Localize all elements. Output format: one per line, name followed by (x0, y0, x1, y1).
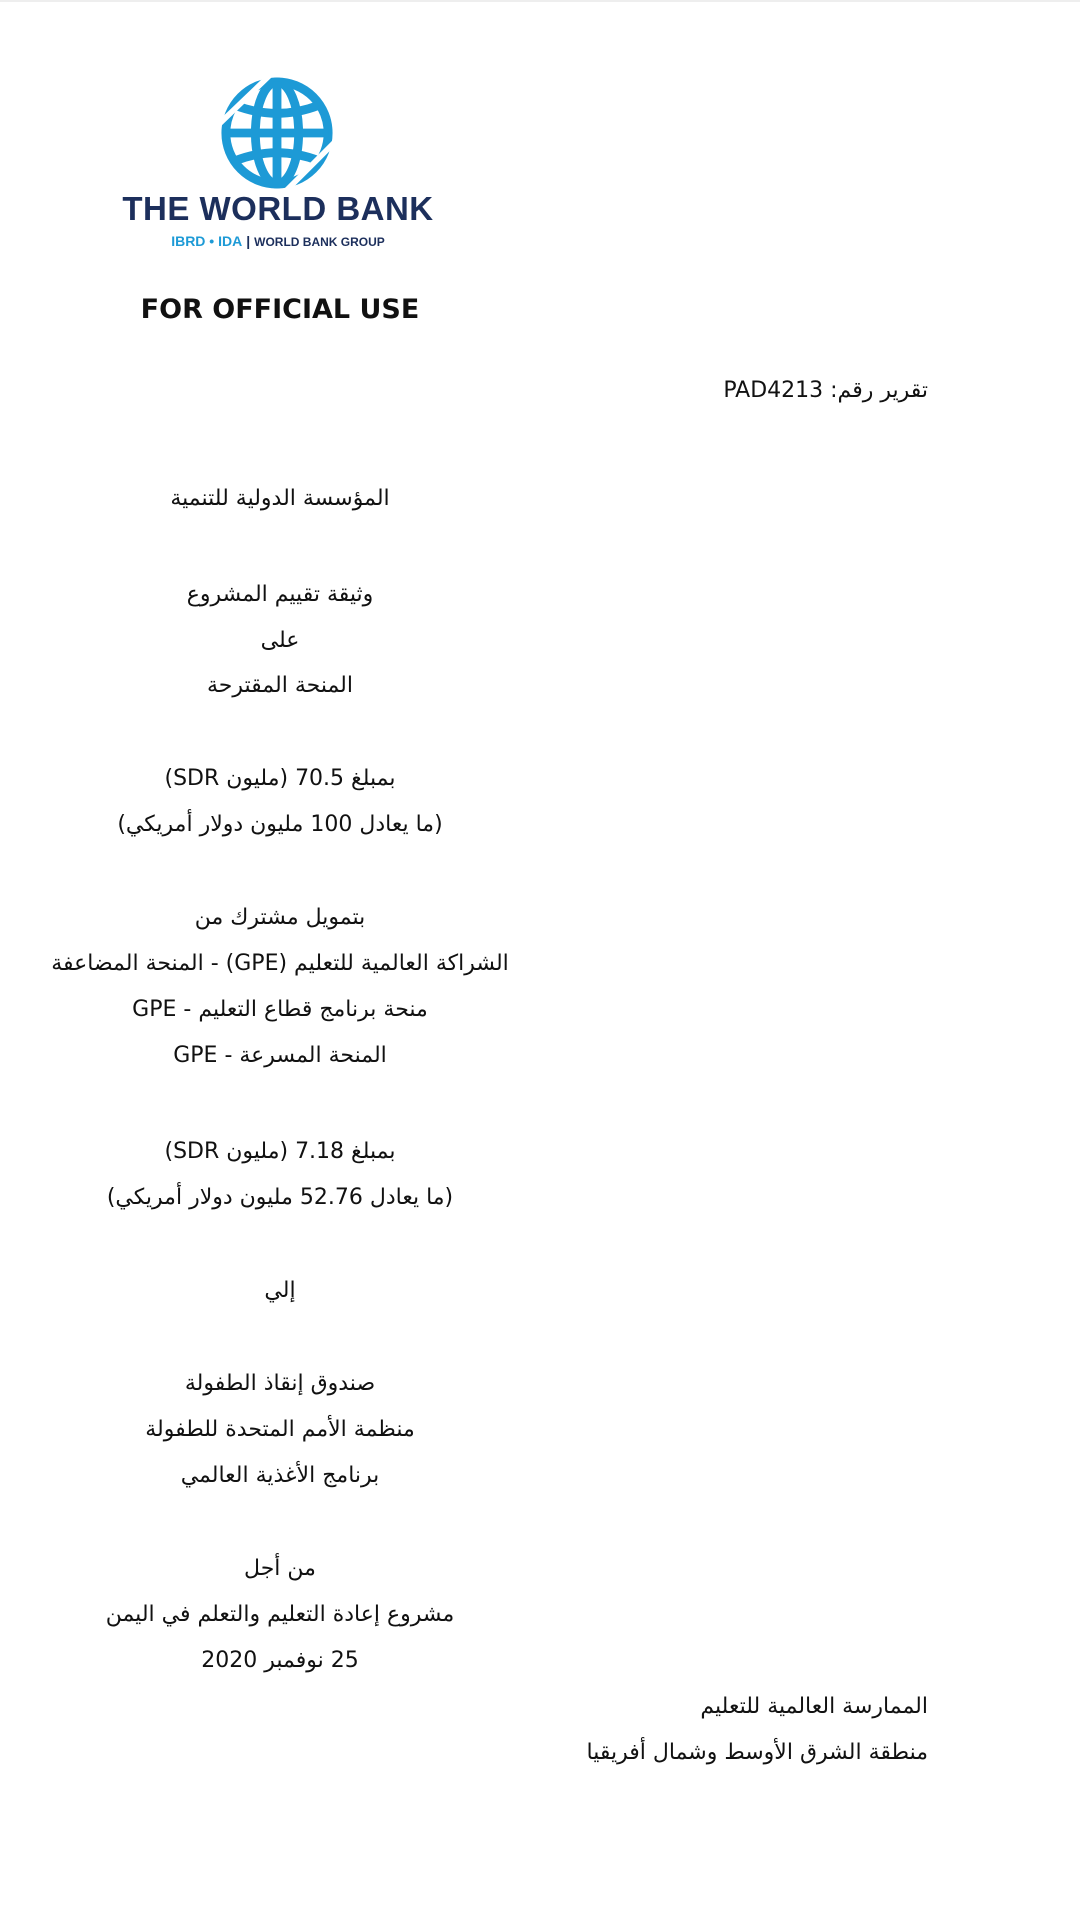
logo-subtitle (118, 234, 438, 248)
amount-usd-1: (ما يعادل 100 مليون دولار أمريكي) (117, 812, 443, 837)
region-name: منطقة الشرق الأوسط وشمال أفريقيا (586, 1740, 928, 1765)
logo-group: WORLD BANK GROUP (254, 235, 385, 249)
recipient-save-the-children: صندوق إنقاذ الطفولة (184, 1371, 376, 1396)
logo-ibrd-ida: IBRD • IDA (171, 233, 243, 249)
official-use-label: FOR OFFICIAL USE (140, 294, 420, 325)
recipient-wfp: برنامج الأغذية العالمي (180, 1463, 380, 1488)
logo-wordmark: THE WORLD BANK (122, 190, 434, 227)
page-top-border (0, 0, 1080, 2)
cofinancing-intro: بتمويل مشترك من (194, 905, 366, 930)
globe-icon (218, 74, 336, 192)
global-practice: الممارسة العالمية للتعليم (700, 1694, 928, 1719)
recipient-unicef: منظمة الأمم المتحدة للطفولة (145, 1417, 415, 1442)
cofinancier-gpe-espig: منحة برنامج قطاع التعليم - GPE (132, 997, 428, 1022)
amount-sdr-1: بمبلغ 70.5 (مليون SDR) (164, 766, 396, 791)
amount-sdr-2: بمبلغ 7.18 (مليون SDR) (164, 1139, 396, 1164)
project-name: مشروع إعادة التعليم والتعلم في اليمن (105, 1602, 455, 1627)
institution-name: المؤسسة الدولية للتنمية (170, 486, 390, 511)
cofinancier-gpe-accelerated: المنحة المسرعة - GPE (173, 1043, 387, 1068)
on-text: على (260, 628, 300, 653)
proposed-grant: المنحة المقترحة (207, 673, 353, 698)
document-date: 25 نوفمبر 2020 (201, 1648, 359, 1673)
document-title: وثيقة تقييم المشروع (186, 582, 374, 607)
to-text: إلي (264, 1278, 296, 1303)
amount-usd-2: (ما يعادل 52.76 مليون دولار أمريكي) (106, 1185, 454, 1210)
for-text: من أجل (244, 1556, 316, 1581)
logo-separator: | (246, 233, 251, 249)
world-bank-logo (118, 68, 438, 258)
cofinancier-gpe-multiplier: الشراكة العالمية للتعليم (GPE) - المنحة المضاعفة (51, 951, 509, 976)
report-number: تقرير رقم: PAD4213 (723, 378, 928, 403)
